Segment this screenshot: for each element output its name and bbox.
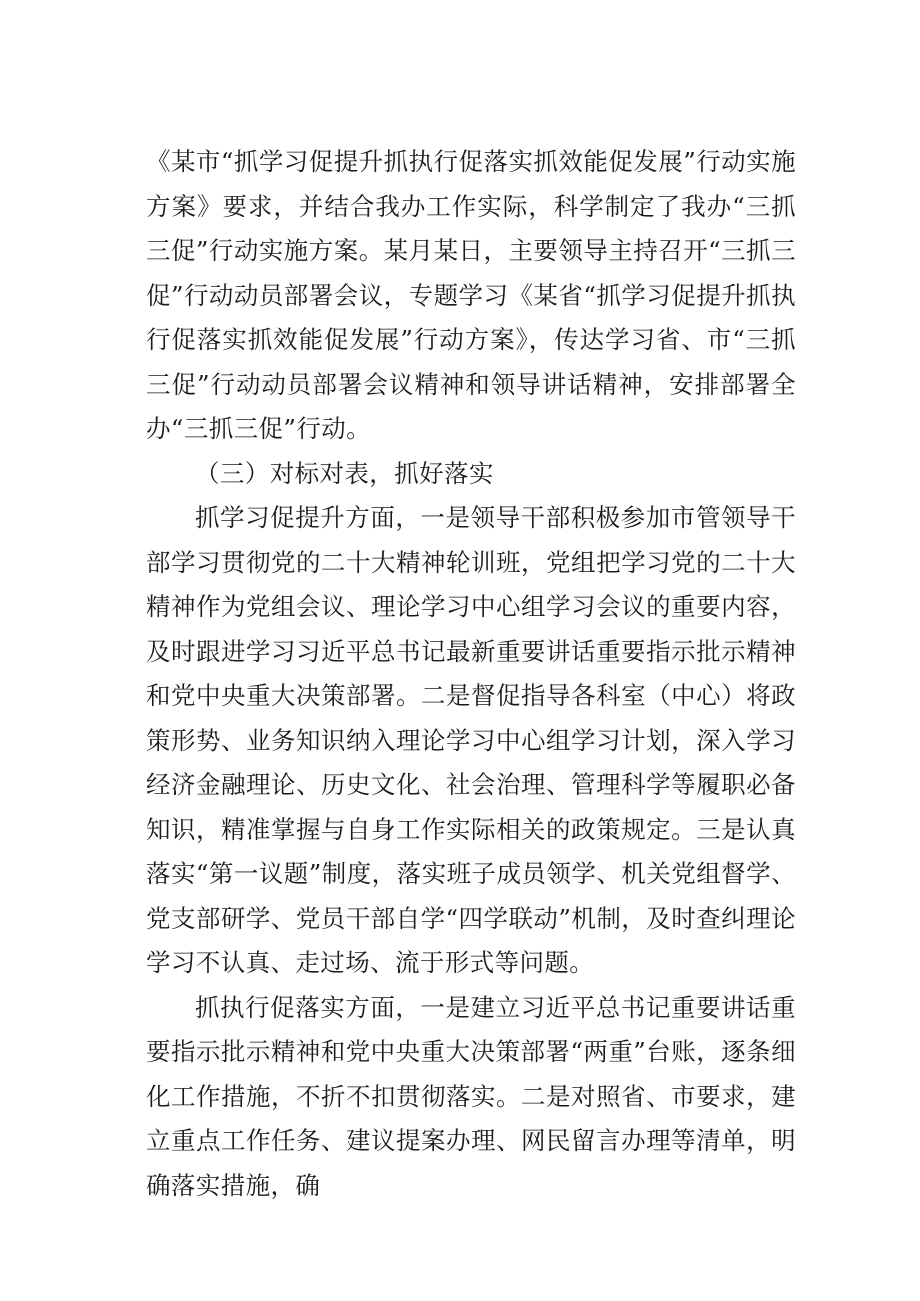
paragraph-execution: 抓执行促落实方面，一是建立习近平总书记重要讲话重要指示批示精神和党中央重大决策部署“两重”台账，逐条细化工作措施，不折不扣贯彻落实。二是对照省、市要求，建立重点工作任务、建议提案办理、网民留言办理等清单，明确落实措施，确	[146, 992, 796, 1200]
section-heading: （三）对标对表，抓好落实	[195, 458, 494, 488]
document-body	[146, 140, 796, 1208]
paragraph-continuation: 《某市“抓学习促提升抓执行促落实抓效能促发展”行动实施方案》要求，并结合我办工作实际，科学制定了我办“三抓三促”行动实施方案。某月某日，主要领导主持召开“三抓三促”行动动员部署会议，专题学习《某省“抓学习促提升抓执行促落实抓效能促发展”行动方案》，传达学习省、市“三抓三促”行动动员部署会议精神和领导讲话精神，安排部署全办“三抓三促”行动。	[146, 147, 796, 443]
paragraph-study: 抓学习促提升方面，一是领导干部积极参加市管领导干部学习贯彻党的二十大精神轮训班，党组把学习党的二十大精神作为党组会议、理论学习中心组学习会议的重要内容，及时跟进学习习近平总书记最新重要讲话重要指示批示精神和党中央重大决策部署。二是督促指导各科室（中心）将政策形势、业务知识纳入理论学习中心组学习计划，深入学习经济金融理论、历史文化、社会治理、管理科学等履职必备知识，精准掌握与自身工作实际相关的政策规定。三是认真落实“第一议题”制度，落实班子成员领学、机关党组督学、党支部研学、党员干部自学“四学联动”机制，及时查纠理论学习不认真、走过场、流于形式等问题。	[146, 503, 796, 977]
